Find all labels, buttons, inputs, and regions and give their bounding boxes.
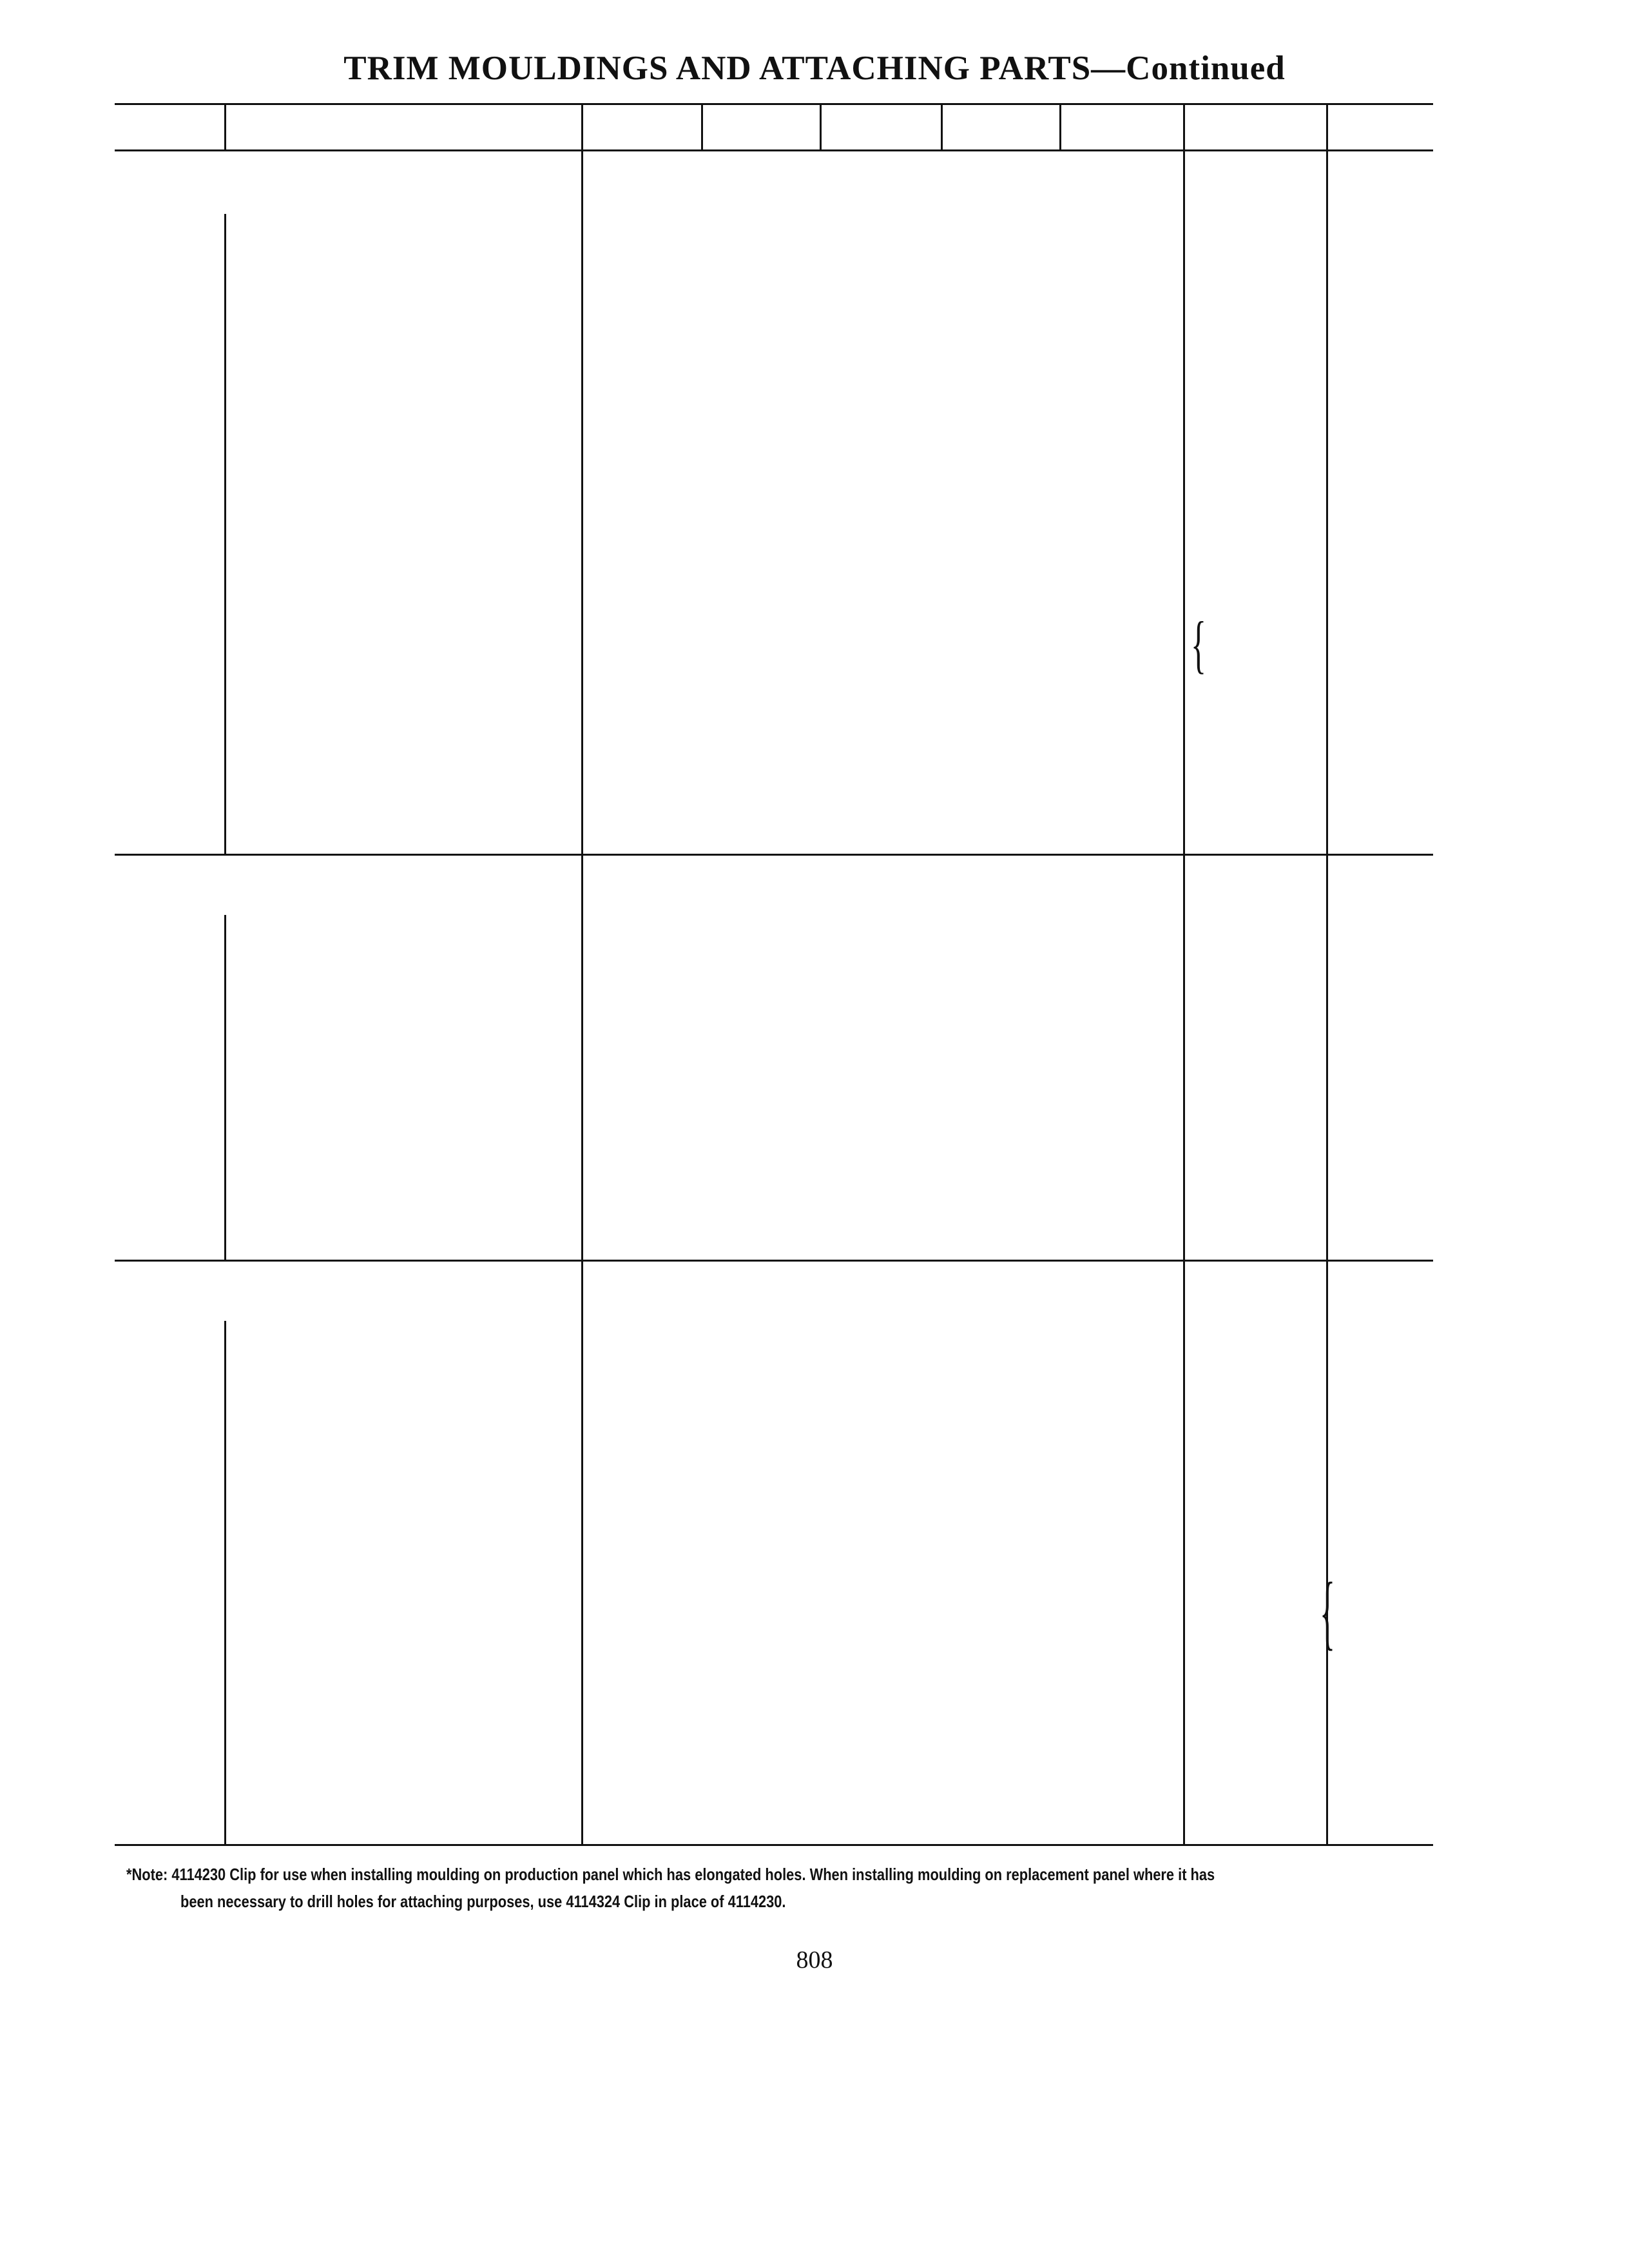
column-divider [581, 1260, 583, 1844]
section-bottom-rule [115, 1844, 1433, 1846]
table-top-rule [115, 103, 1433, 105]
header-bottom-rule [115, 149, 1433, 151]
column-divider [1183, 854, 1185, 1260]
usage-divider [224, 1321, 226, 1844]
column-divider [1326, 149, 1328, 854]
section-bottom-rule [115, 854, 1433, 856]
header-divider [820, 103, 822, 149]
header-divider [701, 103, 703, 149]
column-divider [1183, 149, 1185, 854]
page-title: TRIM MOULDINGS AND ATTACHING PARTS—Continued [343, 50, 1286, 87]
header-divider [581, 103, 583, 149]
usage-divider [224, 915, 226, 1260]
column-divider [1326, 854, 1328, 1260]
footnote [126, 1861, 1268, 1915]
column-divider [581, 854, 583, 1260]
header-divider [1326, 103, 1328, 149]
column-divider [1183, 1260, 1185, 1844]
section-bottom-rule [115, 1260, 1433, 1262]
header-divider [224, 103, 226, 149]
header-divider [941, 103, 943, 149]
column-divider [581, 149, 583, 854]
brace-clip: { [1191, 608, 1206, 680]
footnote-line-2: been necessary to drill holes for attaching purposes, use 4114324 Clip in place of 4114230. [180, 1892, 786, 1911]
column-divider [1326, 1260, 1328, 1844]
brace-retainer: { [1320, 1565, 1335, 1658]
page-number: 808 [796, 1946, 833, 1974]
footnote-line-1: *Note: 4114230 Clip for use when installing moulding on production panel which has elongated holes. When installing moulding on replacement panel where it has [126, 1865, 1215, 1884]
header-divider [1183, 103, 1185, 149]
usage-divider [224, 214, 226, 854]
header-divider [1059, 103, 1061, 149]
